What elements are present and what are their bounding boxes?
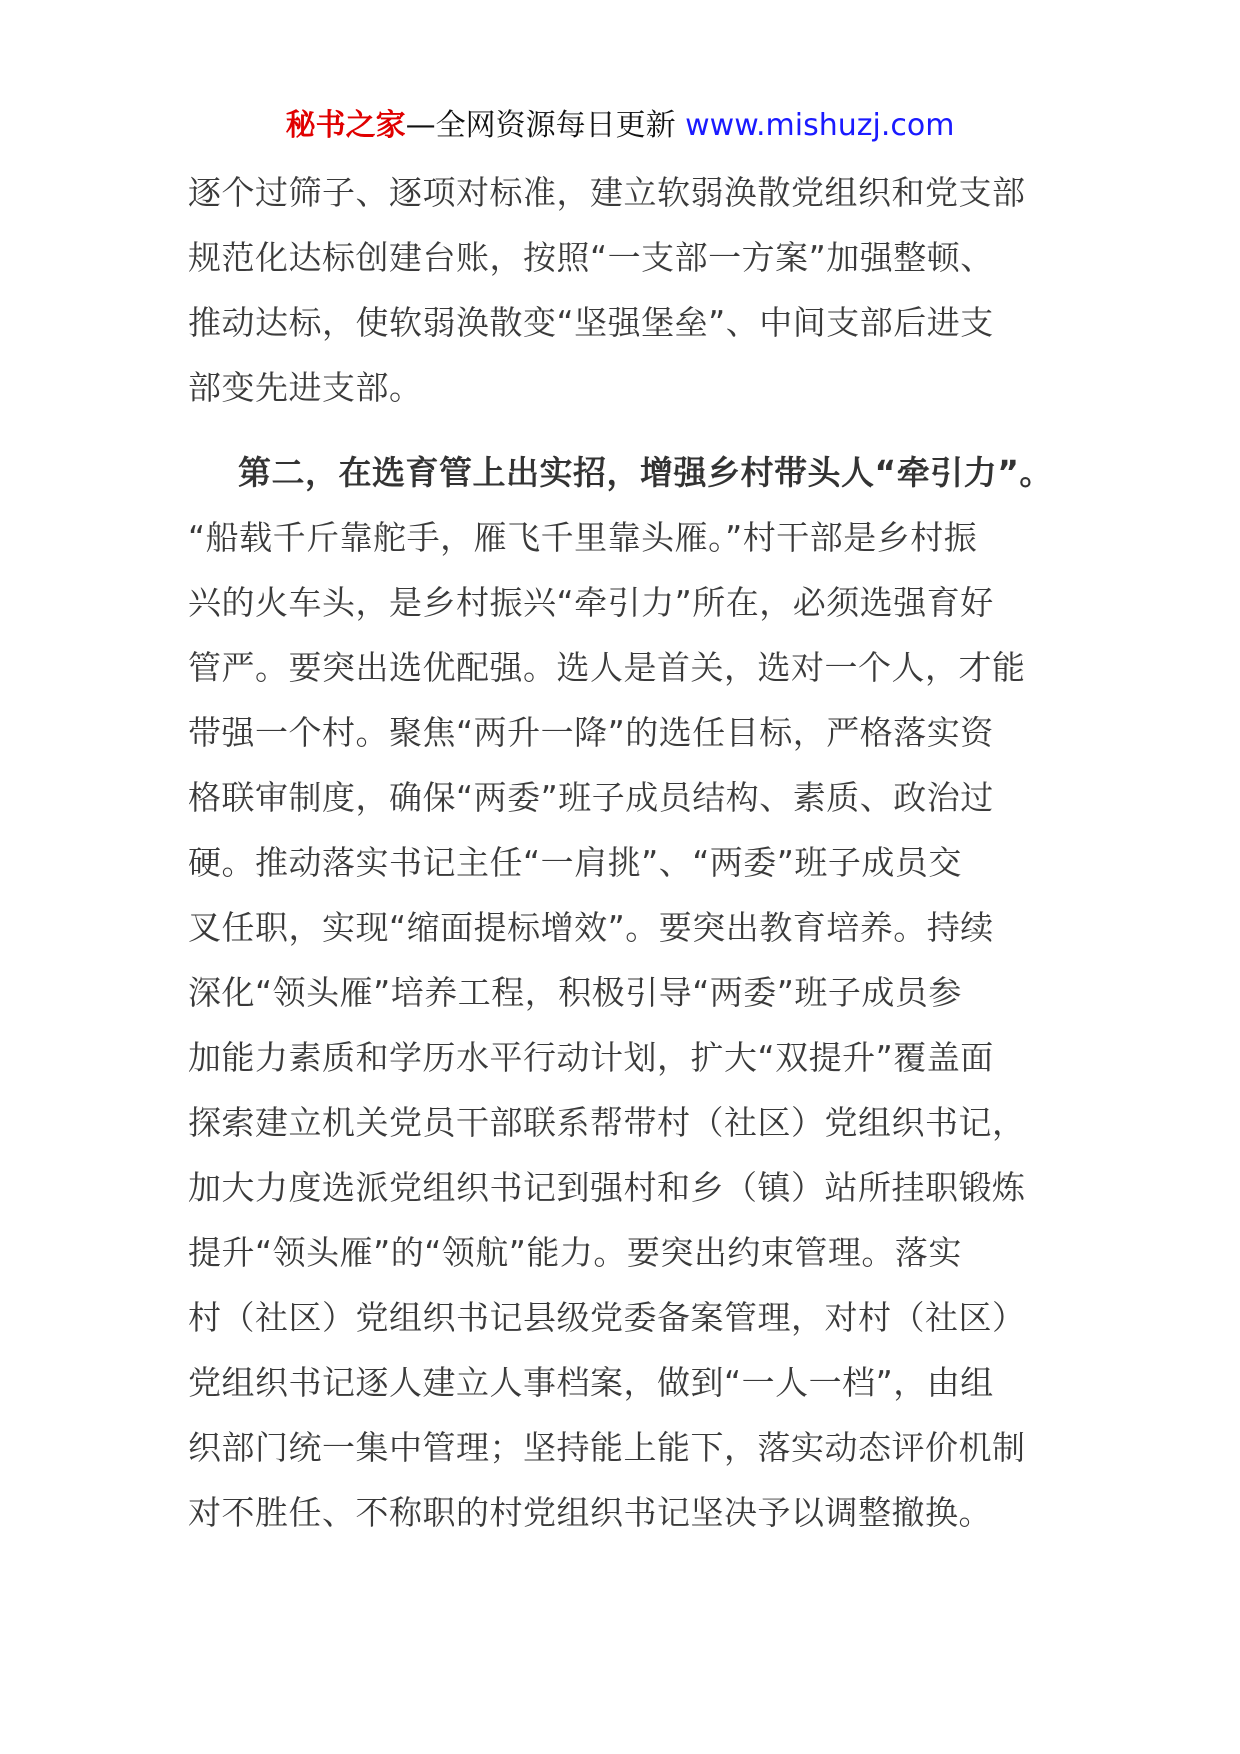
text-line: 规范化达标创建台账，按照“一支部一方案”加强整顿、 (188, 238, 994, 277)
text-line: 对不胜任、不称职的村党组织书记坚决予以调整撤换。 (188, 1493, 992, 1532)
text-line: 推动达标，使软弱涣散变“坚强堡垒”、中间支部后进支 (188, 303, 994, 342)
brand-name: 秘书之家 (285, 108, 406, 143)
section-heading: 第二，在选育管上出实招，增强乡村带头人“牵引力”。 (238, 453, 1053, 492)
text-line: 格联审制度，确保“两委”班子成员结构、素质、政治过 (188, 778, 994, 817)
text-line: 深化“领头雁”培养工程，积极引导“两委”班子成员参 (188, 973, 962, 1012)
site-url-link[interactable]: www.mishuzj.com (685, 108, 955, 143)
text-line: 叉任职，实现“缩面提标增效”。要突出教育培养。持续 (188, 908, 994, 947)
paragraph-2 (188, 505, 1068, 1545)
text-line: 探索建立机关党员干部联系帮带村（社区）党组织书记， (188, 1103, 1026, 1142)
text-line: 管严。要突出选优配强。选人是首关，选对一个人，才能 (188, 648, 1026, 687)
text-line: 逐个过筛子、逐项对标准，建立软弱涣散党组织和党支部 (188, 173, 1026, 212)
paragraph-1 (188, 160, 1068, 420)
text-line: 硬。推动落实书记主任“一肩挑”、“两委”班子成员交 (188, 843, 962, 882)
text-line: “船载千斤靠舵手，雁飞千里靠头雁。”村干部是乡村振 (188, 518, 978, 557)
text-line: 村（社区）党组织书记县级党委备案管理，对村（社区） (188, 1298, 1026, 1337)
document-body (188, 160, 1068, 1545)
text-line: 加大力度选派党组织书记到强村和乡（镇）站所挂职锻炼 (188, 1168, 1026, 1207)
site-header (0, 100, 1240, 152)
text-line: 织部门统一集中管理；坚持能上能下，落实动态评价机制 (188, 1428, 1026, 1467)
text-line: 带强一个村。聚焦“两升一降”的选任目标，严格落实资 (188, 713, 994, 752)
text-line: 部变先进支部。 (188, 368, 423, 407)
header-tagline: —全网资源每日更新 (405, 108, 686, 143)
text-line: 党组织书记逐人建立人事档案，做到“一人一档”，由组 (188, 1363, 994, 1402)
text-line: 加能力素质和学历水平行动计划，扩大“双提升”覆盖面 (188, 1038, 994, 1077)
text-line: 兴的火车头，是乡村振兴“牵引力”所在，必须选强育好 (188, 583, 994, 622)
text-line: 提升“领头雁”的“领航”能力。要突出约束管理。落实 (188, 1233, 962, 1272)
